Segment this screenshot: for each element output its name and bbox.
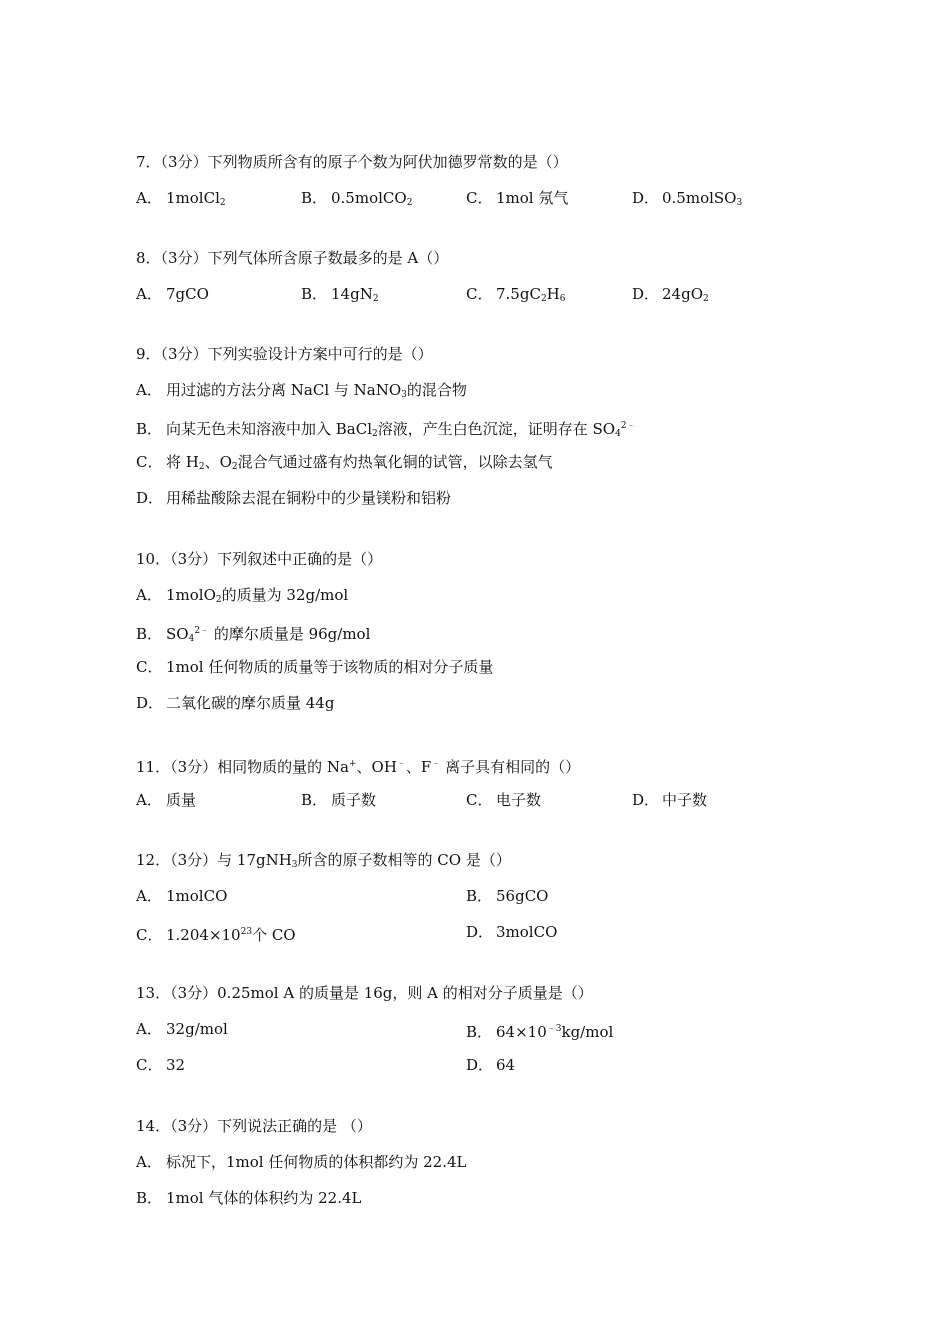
option-a[interactable]: A． 1molCl$_2$ [136,189,226,208]
question-14-stem: 14．（3分）下列说法正确的是 （） [136,1117,372,1135]
option-b[interactable]: B． $64\times 10^{﹣3}kg$/mol [466,1023,614,1041]
option-b[interactable]: B． $14gN_2$ [301,285,379,304]
option-b[interactable]: B． 56gCO [466,887,549,905]
option-d[interactable]: D． 3molCO [466,923,558,941]
option-c[interactable]: C． 1mol 氖气 [466,189,569,207]
option-d[interactable]: D． 64 [466,1056,516,1074]
option-a[interactable]: A． 用过滤的方法分离 NaCl 与 NaNO$_3$的混合物 [136,381,467,400]
question-8-stem: 8．（3分）下列气体所含原子数最多的是 A（） [136,249,449,267]
option-c[interactable]: C． $1.204\times 10^{23}$个 CO [136,926,296,944]
option-b[interactable]: B． 质子数 [301,791,377,809]
question-11-options [136,788,836,824]
question-7-stem: 7．（3分）下列物质所含有的原子个数为阿伏加德罗常数的是（） [136,153,568,171]
option-d[interactable]: D． 用稀盐酸除去混在铜粉中的少量镁粉和铝粉 [136,489,452,507]
question-14 [136,1114,836,1222]
option-d[interactable]: D． 中子数 [632,791,708,809]
question-9-stem: 9．（3分）下列实验设计方案中可行的是（） [136,345,433,363]
option-b[interactable]: B． 0.5molCO$_2$ [301,189,413,208]
question-8-options [136,282,836,318]
question-11-stem: 11．（3分）相同物质的量的 Na+、OH﹣、F﹣ 离子具有相同的（） [136,758,581,776]
option-a[interactable]: A． 32g/mol [136,1020,228,1038]
question-10 [136,547,836,727]
option-a[interactable]: A． 7gCO [136,285,209,303]
option-c[interactable]: C． 电子数 [466,791,542,809]
option-c[interactable]: C． 32 [136,1056,186,1074]
question-13-options-row2 [136,1053,836,1089]
question-9 [136,342,836,522]
option-b[interactable]: B． 1mol 气体的体积约为 22.4L [136,1189,362,1207]
question-7-options [136,186,836,222]
option-c[interactable]: C． 1mol 任何物质的质量等于该物质的相对分子质量 [136,658,494,676]
option-b[interactable]: B． 向某无色未知溶液中加入 BaCl$_2$溶液，产生白色沉淀，证明存在 $SO_4^{2﹣}$ [136,420,636,439]
option-a[interactable]: A． 标况下，1mol 任何物质的体积都约为 22.4L [136,1153,467,1171]
option-a[interactable]: A． 1molO$_2$的质量为 32g/mol [136,586,349,605]
option-d[interactable]: D． $24gO_2$ [632,285,709,304]
option-d[interactable]: D． 二氧化碳的摩尔质量 44g [136,694,335,712]
option-c[interactable]: C． 将 $H_2$、$O_2$混合气通过盛有灼热氧化铜的试管，以除去氢气 [136,453,553,472]
question-8 [136,246,836,318]
question-13 [136,981,836,1089]
option-a[interactable]: A． 1molCO [136,887,228,905]
question-13-stem: 13．（3分）0.25mol A 的质量是 16g，则 A 的相对分子质量是（） [136,984,593,1002]
question-7 [136,150,836,222]
question-13-options-row1 [136,1017,836,1053]
question-12-stem: 12．（3分）与 17gNH$_3$所含的原子数相等的 CO 是（） [136,851,511,870]
option-a[interactable]: A． 质量 [136,791,197,809]
question-10-stem: 10．（3分）下列叙述中正确的是（） [136,550,383,568]
option-c[interactable]: C． $7.5gC_2H_6$ [466,285,566,304]
question-12-options-row1 [136,884,836,920]
question-12-options-row2 [136,920,836,956]
option-b[interactable]: B． $SO_4^{2﹣}$ 的摩尔质量是 96g/mol [136,625,371,644]
question-12 [136,848,836,956]
option-d[interactable]: D． 0.5molSO$_3$ [632,189,743,208]
question-11 [136,752,836,824]
